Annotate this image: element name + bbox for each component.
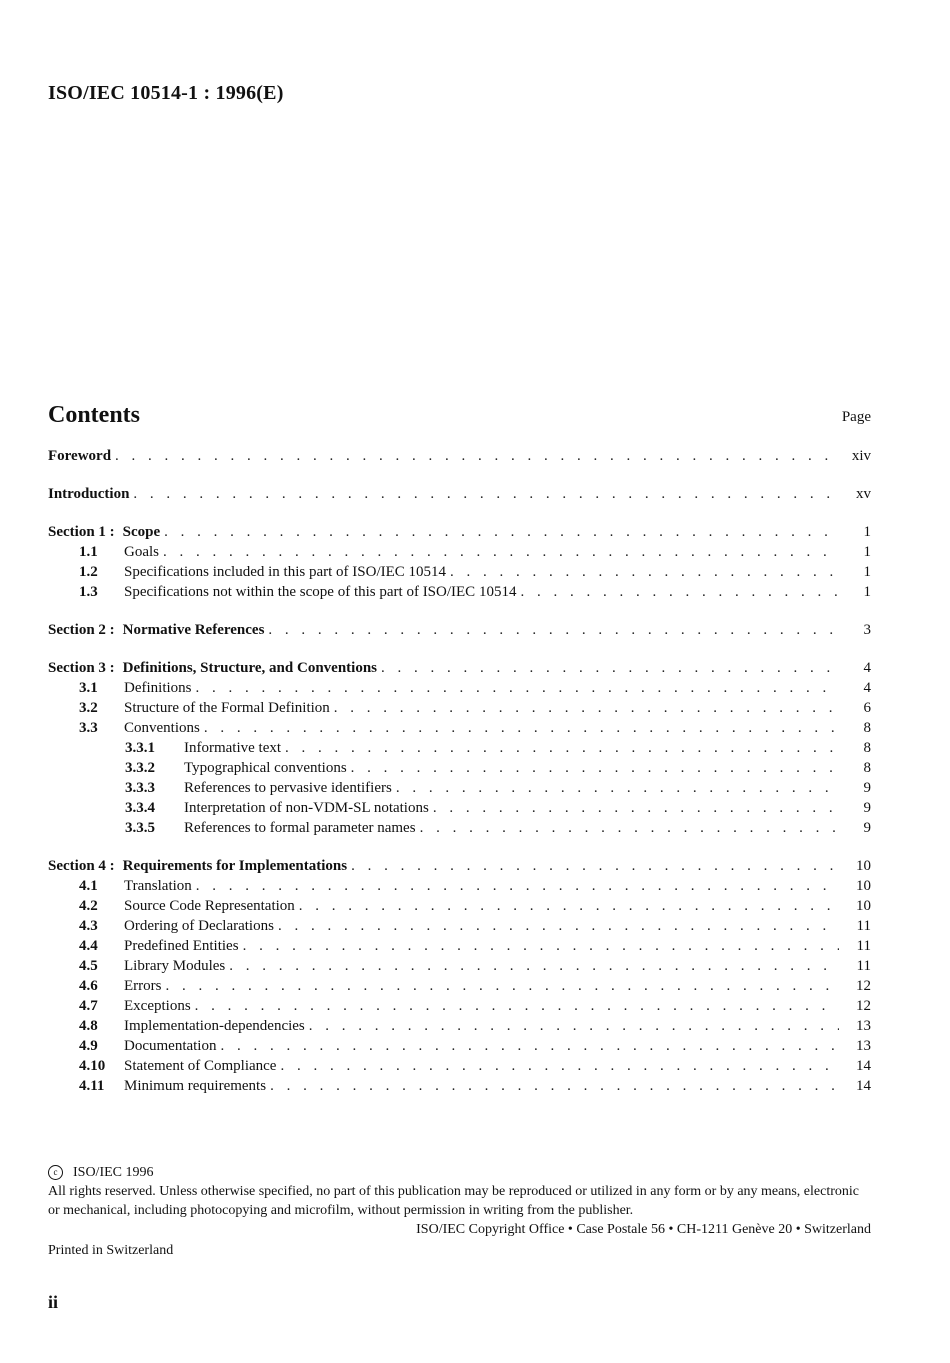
toc-entry[interactable] — [48, 738, 871, 758]
toc-section-entry[interactable] — [48, 522, 871, 542]
toc-entry[interactable] — [48, 562, 871, 582]
toc-entry[interactable] — [48, 678, 871, 698]
toc-entry-number: 3.3.2 — [125, 760, 155, 776]
dot-leader — [196, 876, 839, 896]
toc-entry-title: Requirements for Implementations — [122, 858, 348, 874]
toc-section-prefix: Section 4 : — [48, 858, 115, 874]
toc-page-number: 14 — [856, 1058, 871, 1074]
toc-entry[interactable] — [48, 956, 871, 976]
dot-leader — [396, 778, 839, 798]
toc-entry-number: 4.3 — [79, 918, 98, 934]
toc-page-number: 10 — [856, 898, 871, 914]
toc-entry-number: 4.7 — [79, 998, 98, 1014]
toc-entry-title: Predefined Entities — [124, 938, 239, 954]
toc-entry-title: Translation — [124, 878, 192, 894]
toc-entry[interactable] — [48, 542, 871, 562]
toc-page-number: 9 — [863, 820, 871, 836]
toc-entry-title: Informative text — [184, 740, 282, 756]
toc-entry-title: References to pervasive identifiers — [184, 780, 392, 796]
toc-entry-title: Minimum requirements — [124, 1078, 267, 1094]
toc-entry[interactable] — [48, 1076, 871, 1096]
toc-page-number: 1 — [863, 584, 871, 600]
dot-leader — [164, 522, 839, 542]
toc-section-prefix: Section 1 : — [48, 524, 115, 540]
dot-leader — [381, 658, 839, 678]
toc-page-number: 12 — [856, 998, 871, 1014]
page-column-label: Page — [841, 409, 871, 425]
toc-entry[interactable] — [48, 936, 871, 956]
toc-entry-title: Introduction — [48, 486, 130, 502]
toc-entry[interactable] — [48, 1036, 871, 1056]
toc-page-number: 1 — [863, 544, 871, 560]
dot-leader — [220, 1036, 839, 1056]
toc-entry-title: Scope — [122, 524, 161, 540]
dot-leader — [420, 818, 839, 838]
toc-entry-title: References to formal parameter names — [184, 820, 416, 836]
toc-entry[interactable] — [48, 896, 871, 916]
toc-entry[interactable] — [48, 876, 871, 896]
toc-entry-title: Library Modules — [124, 958, 226, 974]
toc-section-prefix: Section 3 : — [48, 660, 115, 676]
toc-entry[interactable] — [48, 996, 871, 1016]
toc-page-number: 8 — [863, 720, 871, 736]
dot-leader — [278, 916, 839, 936]
toc-entry-title: Documentation — [124, 1038, 217, 1054]
toc-entry-number: 3.1 — [79, 680, 98, 696]
dot-leader — [163, 542, 839, 562]
toc-entry-number: 3.2 — [79, 700, 98, 716]
toc-page-number: 8 — [863, 760, 871, 776]
toc-entry-title: Errors — [124, 978, 162, 994]
dot-leader — [229, 956, 839, 976]
toc-entry-number: 4.10 — [79, 1058, 106, 1074]
toc-entry-title: Definitions — [124, 680, 192, 696]
toc-entry-number: 3.3.4 — [125, 800, 155, 816]
toc-entry[interactable] — [48, 758, 871, 778]
toc-entry-title: Source Code Representation — [124, 898, 295, 914]
toc-entry-title: Interpretation of non-VDM-SL notations — [184, 800, 429, 816]
toc-entry-title: Specifications not within the scope of this part of ISO/IEC 10514 — [124, 584, 517, 600]
dot-leader — [433, 798, 839, 818]
toc-entry-title: Specifications included in this part of ISO/IEC 10514 — [124, 564, 447, 580]
dot-leader — [270, 1076, 839, 1096]
toc-section-prefix: Section 2 : — [48, 622, 115, 638]
toc-page-number: xiv — [851, 448, 871, 464]
toc-page-number: 4 — [863, 680, 871, 696]
toc-entry-number: 4.8 — [79, 1018, 98, 1034]
toc-entry-number: 4.11 — [79, 1078, 105, 1094]
toc-entry-number: 3.3.1 — [125, 740, 155, 756]
toc-entry-number: 4.1 — [79, 878, 98, 894]
toc-page-number: 9 — [863, 800, 871, 816]
dot-leader — [196, 678, 840, 698]
document-id-header: ISO/IEC 10514-1 : 1996(E) — [48, 82, 284, 104]
toc-entry[interactable] — [48, 778, 871, 798]
toc-page-number: 1 — [863, 564, 871, 580]
toc-section-entry[interactable] — [48, 856, 871, 876]
toc-page-number: 3 — [863, 622, 871, 638]
toc-section-entry[interactable] — [48, 484, 871, 504]
toc-entry[interactable] — [48, 818, 871, 838]
toc-entry-title: Conventions — [124, 720, 200, 736]
toc-entry-number: 1.1 — [79, 544, 98, 560]
toc-page-number: 12 — [856, 978, 871, 994]
toc-page-number: 13 — [856, 1038, 871, 1054]
dot-leader — [520, 582, 839, 602]
toc-entry-title: Goals — [124, 544, 159, 560]
printed-in-notice: Printed in Switzerland — [48, 1243, 174, 1258]
toc-entry-number: 3.3.5 — [125, 820, 155, 836]
dot-leader — [450, 562, 839, 582]
copyright-footer — [48, 1163, 871, 1260]
toc-entry[interactable] — [48, 698, 871, 718]
dot-leader — [351, 856, 839, 876]
copyright-office-address: ISO/IEC Copyright Office • Case Postale 56 • CH-1211 Genève 20 • Switzerland — [416, 1222, 871, 1237]
dot-leader — [204, 718, 839, 738]
toc-section-entry[interactable] — [48, 620, 871, 640]
dot-leader — [285, 738, 839, 758]
toc-page-number: 4 — [863, 660, 871, 676]
dot-leader — [133, 484, 839, 504]
toc-page-number: 11 — [856, 958, 871, 974]
toc-entry-title: Typographical conventions — [184, 760, 347, 776]
toc-entry-title: Normative References — [122, 622, 265, 638]
toc-entry[interactable] — [48, 1016, 871, 1036]
toc-page-number: 10 — [856, 858, 871, 874]
toc-page-number: 14 — [856, 1078, 871, 1094]
toc-entry-title: Definitions, Structure, and Conventions — [122, 660, 378, 676]
page-number: ii — [48, 1292, 59, 1312]
copyright-icon: c — [48, 1165, 63, 1180]
toc-entry-number: 1.3 — [79, 584, 98, 600]
dot-leader — [351, 758, 839, 778]
dot-leader — [195, 996, 839, 1016]
toc-entry-title: Foreword — [48, 448, 112, 464]
toc-entry-number: 4.9 — [79, 1038, 98, 1054]
toc-section-entry[interactable] — [48, 658, 871, 678]
toc-entry-number: 4.4 — [79, 938, 98, 954]
toc-entry-title: Ordering of Declarations — [124, 918, 274, 934]
copyright-text: ISO/IEC 1996 — [73, 1165, 154, 1180]
contents-title: Contents — [48, 402, 141, 428]
toc-page-number: 1 — [863, 524, 871, 540]
toc-page-number: xv — [856, 486, 871, 502]
toc-page-number: 13 — [856, 1018, 871, 1034]
toc-entry[interactable] — [48, 798, 871, 818]
toc-page-number: 10 — [856, 878, 871, 894]
dot-leader — [334, 698, 839, 718]
dot-leader — [243, 936, 839, 956]
dot-leader — [268, 620, 839, 640]
toc-entry-title: Structure of the Formal Definition — [124, 700, 330, 716]
toc-entry-number: 4.6 — [79, 978, 98, 994]
dot-leader — [166, 976, 840, 996]
toc-section-entry[interactable] — [48, 446, 871, 466]
dot-leader — [309, 1016, 839, 1036]
toc-entry-number: 4.5 — [79, 958, 98, 974]
toc-page-number: 11 — [856, 938, 871, 954]
toc-entry-number: 3.3 — [79, 720, 98, 736]
dot-leader — [299, 896, 839, 916]
toc-entry[interactable] — [48, 582, 871, 602]
toc-entry-number: 4.2 — [79, 898, 98, 914]
toc-page-number: 8 — [863, 740, 871, 756]
toc-page-number: 6 — [863, 700, 871, 716]
toc-entry[interactable] — [48, 1056, 871, 1076]
toc-entry-title: Statement of Compliance — [124, 1058, 277, 1074]
toc-entry[interactable] — [48, 916, 871, 936]
rights-notice: All rights reserved. Unless otherwise specified, no part of this publication may be reproduced or utilized in any form or by any means, electronic or mechanical, including photocopying and microfilm, without permission in writing from the publisher. — [48, 1184, 859, 1218]
toc-page-number: 9 — [863, 780, 871, 796]
toc-entry-number: 3.3.3 — [125, 780, 155, 796]
toc-entry[interactable] — [48, 976, 871, 996]
toc-entry-title: Exceptions — [124, 998, 191, 1014]
dot-leader — [115, 446, 839, 466]
toc-entry-title: Implementation-dependencies — [124, 1018, 305, 1034]
toc-entry[interactable] — [48, 718, 871, 738]
toc-page-number: 11 — [856, 918, 871, 934]
toc-entry-number: 1.2 — [79, 564, 98, 580]
dot-leader — [280, 1056, 839, 1076]
table-of-contents — [48, 446, 871, 1096]
